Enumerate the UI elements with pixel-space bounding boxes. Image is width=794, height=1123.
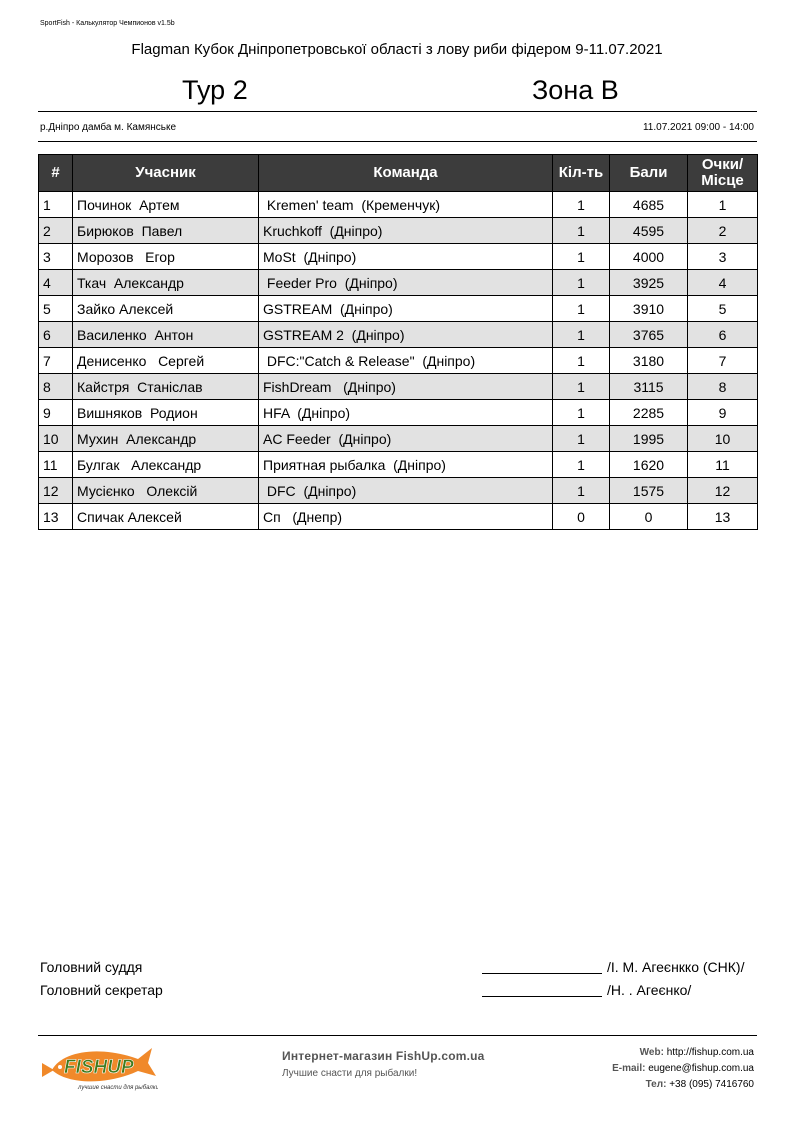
cell-place: 3 (688, 244, 758, 270)
cell-place: 4 (688, 270, 758, 296)
cell-participant: Зайко Алексей (73, 296, 259, 322)
table-row (39, 478, 758, 504)
cell-points: 0 (610, 504, 688, 530)
cell-team: HFA (Дніпро) (259, 400, 553, 426)
cell-num: 13 (39, 504, 73, 530)
cell-team: Kruchkoff (Дніпро) (259, 218, 553, 244)
web-label: Web: (639, 1047, 664, 1058)
table-row (39, 426, 758, 452)
cell-team: Kremen' team (Кременчук) (259, 192, 553, 218)
column-header-place-line1: Очки/ (701, 156, 744, 173)
cell-points: 1620 (610, 452, 688, 478)
phone-contact (612, 1077, 754, 1093)
cell-points: 3765 (610, 322, 688, 348)
chief-judge-signature-line (482, 973, 602, 974)
table-header-row (39, 155, 758, 192)
cell-num: 11 (39, 452, 73, 478)
header-divider (38, 111, 757, 112)
cell-team: MoSt (Дніпро) (259, 244, 553, 270)
column-header-place-line2: Місце (701, 172, 744, 189)
venue-text: р.Дніпро дамба м. Камянське (40, 122, 177, 133)
cell-participant: Мухин Александр (73, 426, 259, 452)
cell-participant: Булгак Александр (73, 452, 259, 478)
cell-points: 2285 (610, 400, 688, 426)
column-header-points: Бали (610, 155, 688, 192)
logo-wordmark: FISHUP (64, 1057, 134, 1078)
table-row (39, 244, 758, 270)
results-body (39, 192, 758, 530)
cell-points: 4685 (610, 192, 688, 218)
cell-place: 10 (688, 426, 758, 452)
column-header-participant: Учасник (73, 155, 259, 192)
program-caption: SportFish - Калькулятор Чемпионов v1.5b (40, 20, 175, 27)
footer-divider (38, 1035, 757, 1036)
cell-place: 13 (688, 504, 758, 530)
shop-slogan: Лучшие снасти для рыбалки! (282, 1068, 418, 1079)
cell-points: 4000 (610, 244, 688, 270)
zone-heading: Зона В (532, 75, 619, 105)
chief-secretary-name: /Н. . Агеєнко/ (607, 982, 692, 998)
cell-team: DFC:"Catch & Release" (Дніпро) (259, 348, 553, 374)
cell-place: 12 (688, 478, 758, 504)
cell-num: 5 (39, 296, 73, 322)
cell-team: AC Feeder (Дніпро) (259, 426, 553, 452)
cell-team: FishDream (Дніпро) (259, 374, 553, 400)
cell-place: 2 (688, 218, 758, 244)
cell-participant: Кайстря Станіслав (73, 374, 259, 400)
competition-title: Flagman Кубок Дніпропетровської області з лову риби фідером 9-11.07.2021 (131, 41, 663, 58)
subheader-divider (38, 141, 757, 142)
cell-num: 9 (39, 400, 73, 426)
web-contact (612, 1045, 754, 1061)
cell-points: 4595 (610, 218, 688, 244)
fishup-logo-graphic (38, 1039, 158, 1093)
table-row (39, 504, 758, 530)
cell-num: 7 (39, 348, 73, 374)
cell-num: 10 (39, 426, 73, 452)
cell-count: 1 (553, 374, 610, 400)
table-row (39, 400, 758, 426)
cell-num: 3 (39, 244, 73, 270)
cell-num: 12 (39, 478, 73, 504)
email-contact (612, 1061, 754, 1077)
cell-num: 6 (39, 322, 73, 348)
email-link[interactable]: eugene@fishup.com.ua (648, 1063, 754, 1074)
cell-participant: Вишняков Родион (73, 400, 259, 426)
contacts-block (612, 1045, 754, 1093)
date-time-text: 11.07.2021 09:00 - 14:00 (642, 122, 754, 133)
column-header-num: # (39, 155, 73, 192)
tel-value: +38 (095) 7416760 (669, 1079, 754, 1090)
cell-participant: Морозов Егор (73, 244, 259, 270)
table-row (39, 192, 758, 218)
logo-slogan: лучшие снасти для рыбалки (78, 1085, 158, 1091)
cell-points: 3910 (610, 296, 688, 322)
cell-count: 1 (553, 478, 610, 504)
table-row (39, 270, 758, 296)
chief-secretary-signature-line (482, 996, 602, 997)
cell-points: 3925 (610, 270, 688, 296)
table-row (39, 374, 758, 400)
chief-judge-name: /І. М. Агеєнкко (СНК)/ (607, 959, 745, 975)
cell-points: 1575 (610, 478, 688, 504)
round-heading: Тур 2 (182, 75, 248, 105)
cell-count: 1 (553, 244, 610, 270)
cell-count: 1 (553, 218, 610, 244)
shop-name: Интернет-магазин FishUp.com.ua (282, 1049, 485, 1063)
cell-participant: Мусієнко Олексій (73, 478, 259, 504)
table-row (39, 348, 758, 374)
column-header-place (688, 155, 758, 192)
cell-num: 2 (39, 218, 73, 244)
column-header-team: Команда (259, 155, 553, 192)
web-link[interactable]: http://fishup.com.ua (666, 1047, 754, 1058)
fishup-logo (38, 1039, 158, 1093)
cell-num: 1 (39, 192, 73, 218)
table-row (39, 296, 758, 322)
cell-participant: Починок Артем (73, 192, 259, 218)
cell-participant: Василенко Антон (73, 322, 259, 348)
cell-points: 1995 (610, 426, 688, 452)
cell-participant: Бирюков Павел (73, 218, 259, 244)
cell-team: DFC (Дніпро) (259, 478, 553, 504)
column-header-count: Кіл-ть (553, 155, 610, 192)
table-row (39, 218, 758, 244)
cell-place: 11 (688, 452, 758, 478)
cell-count: 1 (553, 452, 610, 478)
cell-team: GSTREAM (Дніпро) (259, 296, 553, 322)
cell-place: 5 (688, 296, 758, 322)
cell-points: 3115 (610, 374, 688, 400)
cell-team: Приятная рыбалка (Дніпро) (259, 452, 553, 478)
table-row (39, 452, 758, 478)
cell-place: 1 (688, 192, 758, 218)
cell-num: 4 (39, 270, 73, 296)
cell-team: Feeder Pro (Дніпро) (259, 270, 553, 296)
cell-count: 1 (553, 192, 610, 218)
email-label: E-mail: (612, 1063, 646, 1074)
cell-count: 1 (553, 296, 610, 322)
cell-count: 1 (553, 270, 610, 296)
cell-points: 3180 (610, 348, 688, 374)
cell-team: GSTREAM 2 (Дніпро) (259, 322, 553, 348)
cell-place: 7 (688, 348, 758, 374)
chief-secretary-label: Головний секретар (40, 982, 163, 998)
cell-num: 8 (39, 374, 73, 400)
cell-participant: Ткач Александр (73, 270, 259, 296)
cell-count: 1 (553, 322, 610, 348)
cell-place: 9 (688, 400, 758, 426)
cell-count: 1 (553, 400, 610, 426)
cell-count: 1 (553, 348, 610, 374)
cell-participant: Денисенко Сергей (73, 348, 259, 374)
cell-place: 6 (688, 322, 758, 348)
cell-count: 1 (553, 426, 610, 452)
cell-place: 8 (688, 374, 758, 400)
results-table (38, 154, 758, 530)
table-row (39, 322, 758, 348)
cell-participant: Спичак Алексей (73, 504, 259, 530)
cell-team: Сп (Днепр) (259, 504, 553, 530)
chief-judge-label: Головний суддя (40, 959, 143, 975)
cell-count: 0 (553, 504, 610, 530)
tel-label: Тел: (645, 1079, 667, 1090)
